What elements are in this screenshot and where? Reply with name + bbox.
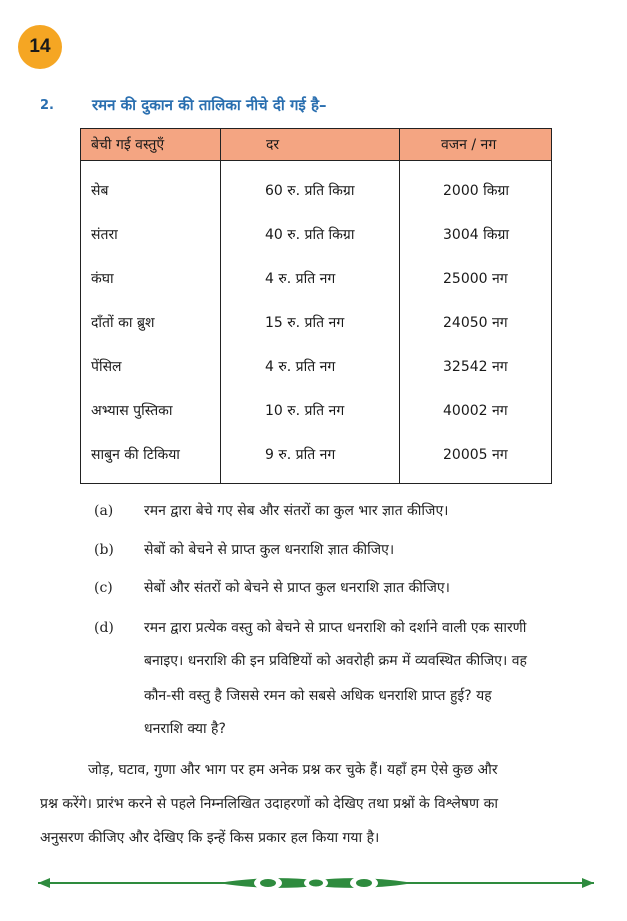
subquestion-label-c: (c) <box>94 580 113 596</box>
subquestion-text-d-line2: बनाइए। धनराशि की इन प्रविष्टियों को अवरोही क्रम में व्यवस्थित कीजिए। वह <box>144 653 527 669</box>
table-cell-item: साबुन की टिकिया <box>91 447 180 463</box>
paragraph-line-3: अनुसरण कीजिए और देखिए कि इन्हें किस प्रकार हल किया गया है। <box>40 830 380 846</box>
question-title: रमन की दुकान की तालिका नीचे दी गई है– <box>92 96 327 114</box>
subquestion-text-a: रमन द्वारा बेचे गए सेब और संतरों का कुल भार ज्ञात कीजिए। <box>144 503 449 519</box>
page-number-badge: 14 <box>18 25 62 69</box>
shop-table <box>80 128 552 484</box>
column-divider <box>220 129 221 483</box>
subquestion-text-d-line3: कौन-सी वस्तु है जिससे रमन को सबसे अधिक धनराशि प्राप्त हुई? यह <box>144 688 492 704</box>
table-cell-item: कंघा <box>91 271 114 287</box>
question-number: 2. <box>40 98 54 113</box>
table-cell-rate: 10 रु. प्रति नग <box>265 403 345 419</box>
table-cell-rate: 4 रु. प्रति नग <box>265 359 336 375</box>
decorative-divider-icon <box>38 870 594 896</box>
subquestion-label-d: (d) <box>94 620 114 636</box>
subquestion-text-b: सेबों को बेचने से प्राप्त कुल धनराशि ज्ञात कीजिए। <box>144 542 395 558</box>
table-cell-quantity: 40002 नग <box>443 403 508 419</box>
table-cell-rate: 4 रु. प्रति नग <box>265 271 336 287</box>
table-cell-item: दाँतों का ब्रुश <box>91 315 155 331</box>
table-cell-quantity: 25000 नग <box>443 271 508 287</box>
table-cell-quantity: 32542 नग <box>443 359 508 375</box>
subquestion-text-d-line4: धनराशि क्या है? <box>144 721 226 737</box>
table-cell-item: पेंसिल <box>91 359 122 375</box>
table-cell-item: सेब <box>91 183 109 199</box>
table-cell-rate: 60 रु. प्रति किग्रा <box>265 183 355 199</box>
header-quantity: वजन / नग <box>441 137 497 153</box>
table-cell-item: संतरा <box>91 227 118 243</box>
table-cell-rate: 9 रु. प्रति नग <box>265 447 336 463</box>
table-cell-quantity: 3004 किग्रा <box>443 227 509 243</box>
subquestion-label-a: (a) <box>94 503 114 519</box>
table-cell-quantity: 24050 नग <box>443 315 508 331</box>
subquestion-label-b: (b) <box>94 542 114 558</box>
header-items: बेची गई वस्तुएँ <box>91 137 165 153</box>
table-cell-quantity: 20005 नग <box>443 447 508 463</box>
subquestion-text-d-line1: रमन द्वारा प्रत्येक वस्तु को बेचने से प्राप्त धनराशि को दर्शाने वाली एक सारणी <box>144 620 527 636</box>
table-header-row <box>81 129 551 161</box>
table-cell-item: अभ्यास पुस्तिका <box>91 403 173 419</box>
paragraph-line-1: जोड़, घटाव, गुणा और भाग पर हम अनेक प्रश्न कर चुके हैं। यहाँ हम ऐसे कुछ और <box>88 762 498 778</box>
table-cell-rate: 15 रु. प्रति नग <box>265 315 345 331</box>
subquestion-text-c: सेबों और संतरों को बेचने से प्राप्त कुल धनराशि ज्ञात कीजिए। <box>144 580 450 596</box>
column-divider <box>399 129 400 483</box>
table-cell-rate: 40 रु. प्रति किग्रा <box>265 227 355 243</box>
header-rate: दर <box>266 137 280 153</box>
table-cell-quantity: 2000 किग्रा <box>443 183 509 199</box>
paragraph-line-2: प्रश्न करेंगे। प्रारंभ करने से पहले निम्नलिखित उदाहरणों को देखिए तथा प्रश्नों के विश्लेषण का <box>40 796 498 812</box>
